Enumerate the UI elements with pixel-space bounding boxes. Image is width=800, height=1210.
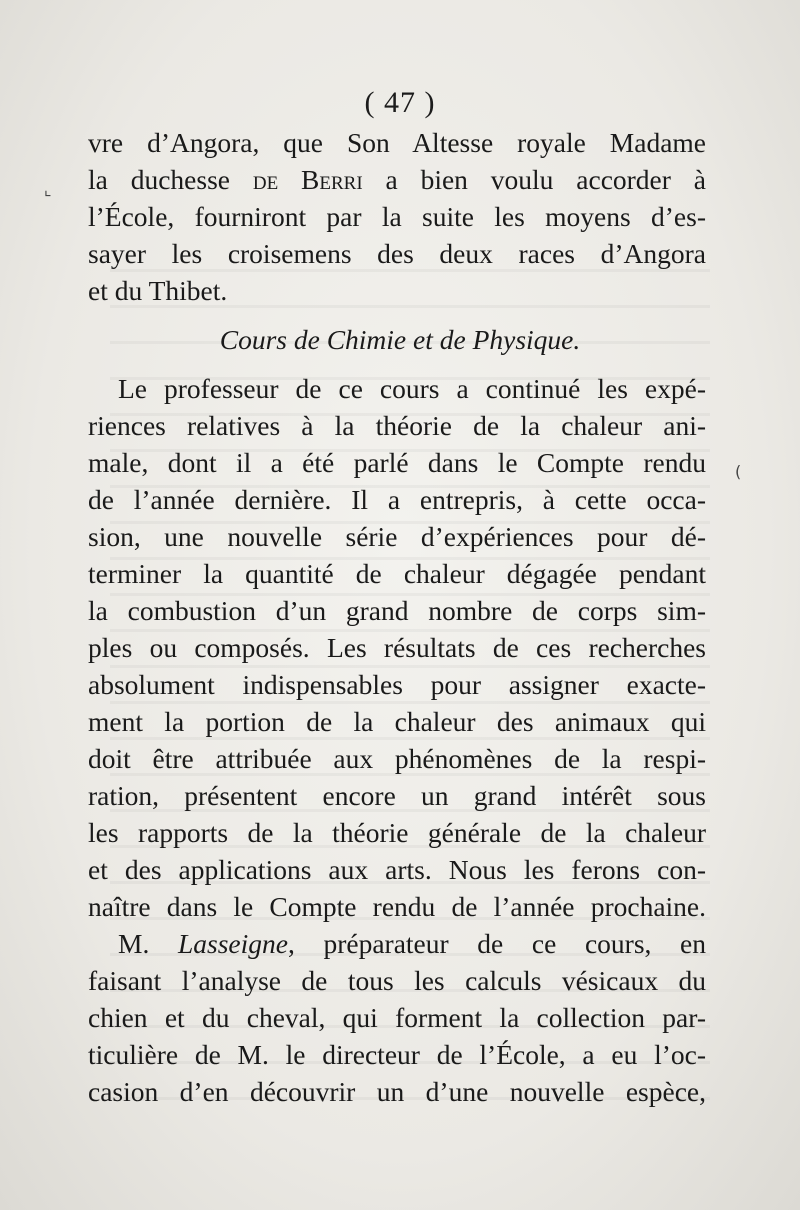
text-line: l’École, fourniront par la suite les moyens d’es- (88, 201, 706, 232)
text-line: la combustion d’un grand nombre de corps sim- (88, 595, 706, 626)
text-line: riences relatives à la théorie de la chaleur ani- (88, 410, 706, 441)
text-line: naître dans le Compte rendu de l’année prochaine. (88, 891, 706, 922)
text-line: et du Thibet. (88, 275, 228, 306)
text-line: absolument indispensables pour assigner exacte- (88, 669, 706, 700)
text-line: la duchesse de Berri a bien voulu accorder à (88, 164, 706, 195)
small-caps-name: de Berri (252, 164, 363, 195)
text-line: ment la portion de la chaleur des animaux qui (88, 706, 706, 737)
text-line: casion d’en découvrir un d’une nouvelle espèce, (88, 1076, 706, 1107)
text-line: terminer la quantité de chaleur dégagée pendant (88, 558, 706, 589)
text-line: de l’année dernière. Il a entrepris, à cette occa- (88, 484, 706, 515)
text-line: sion, une nouvelle série d’expériences pour dé- (88, 521, 706, 552)
text-line: Le professeur de ce cours a continué les expé- (118, 373, 706, 404)
paragraph-1 (88, 124, 706, 309)
text-line: sayer les croisemens des deux races d’Angora (88, 238, 706, 269)
text-line: faisant l’analyse de tous les calculs vésicaux du (88, 965, 706, 996)
paragraph-2 (88, 370, 706, 925)
text-line: chien et du cheval, qui forment la collection par- (88, 1002, 706, 1033)
page-number: ( 47 ) (364, 86, 436, 119)
margin-mark: ( (735, 462, 742, 481)
section-heading: Cours de Chimie et de Physique. (219, 324, 581, 355)
text-line: doit être attribuée aux phénomènes de la respi- (88, 743, 706, 774)
page-body (88, 124, 706, 1110)
italic-name: Lasseigne (177, 928, 288, 959)
text-line: ticulière de M. le directeur de l’École, a eu l’oc- (88, 1039, 706, 1070)
text-line: M. Lasseigne, préparateur de ce cours, en (118, 928, 706, 959)
text-line: les rapports de la théorie générale de la chaleur (88, 817, 706, 848)
margin-mark: ⌞ (44, 180, 52, 199)
text-line: male, dont il a été parlé dans le Compte rendu (88, 447, 706, 478)
text-line: et des applications aux arts. Nous les ferons con- (88, 854, 706, 885)
paragraph-3 (88, 925, 706, 1110)
text-line: vre d’Angora, que Son Altesse royale Madame (88, 127, 706, 158)
text-line: ples ou composés. Les résultats de ces recherches (88, 632, 706, 663)
text-line: ration, présentent encore un grand intérêt sous (88, 780, 706, 811)
